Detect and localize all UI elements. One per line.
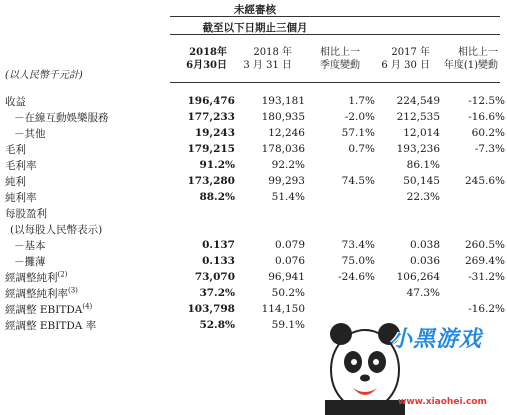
- yoy-change-cell: 260.5%: [464, 239, 505, 251]
- row-label: 純利率: [5, 191, 37, 204]
- column-header-2018q1: 2018 年 3 月 31 日: [243, 47, 292, 71]
- value-2017q2-cell: 0.038: [409, 239, 440, 251]
- value-2017q2-cell: 86.1%: [406, 159, 440, 171]
- watermark-logo-text: 小黑游戏: [390, 327, 483, 352]
- table-row: [0, 173, 507, 189]
- yoy-change-cell: 245.6%: [464, 175, 505, 187]
- row-label: 純利: [5, 175, 26, 188]
- yoy-change-cell: -12.5%: [468, 95, 505, 107]
- value-2018q2-cell: [175, 205, 235, 221]
- column-header-yoy-change: 相比上一 年度(1)變動: [443, 47, 498, 71]
- row-label: 每股盈利: [5, 207, 47, 220]
- row-label: －其他: [14, 127, 46, 140]
- value-2018q2-cell: 37.2%: [199, 287, 235, 299]
- yoy-change-cell: [440, 157, 507, 173]
- footnote-marker: (2): [57, 270, 68, 278]
- value-2018q1-cell: 180,935: [261, 111, 305, 123]
- watermark-url: www.xiaohei.com: [398, 397, 487, 407]
- value-2017q2-cell: 12,014: [403, 127, 440, 139]
- row-label: 經調整 EBITDA$^{(4)}$: [5, 302, 93, 316]
- yoy-change-cell: -16.2%: [468, 303, 505, 315]
- table-row: [0, 125, 507, 141]
- value-2018q1-cell: 92.2%: [271, 159, 305, 171]
- value-2017q2-cell: 0.036: [409, 255, 440, 267]
- value-2018q2-cell: 88.2%: [199, 191, 235, 203]
- qoq-change-cell: 1.7%: [348, 95, 375, 107]
- value-2017q2-cell: 50,145: [403, 175, 440, 187]
- financial-table: [0, 93, 507, 333]
- table-row: [0, 93, 507, 109]
- value-2017q2-cell: 106,264: [396, 271, 440, 283]
- row-label: －攤薄: [14, 255, 46, 268]
- value-2018q1-cell: 114,150: [261, 303, 305, 315]
- value-2018q2-cell: [175, 221, 235, 237]
- unit-note: (以人民幣千元計): [5, 70, 83, 81]
- yoy-change-cell: -7.3%: [474, 143, 505, 155]
- row-label: －基本: [14, 239, 46, 252]
- value-2018q2-cell: 177,233: [187, 111, 235, 123]
- yoy-change-cell: -31.2%: [468, 271, 505, 283]
- value-2018q1-cell: 178,036: [261, 143, 305, 155]
- value-2017q2-cell: 22.3%: [406, 191, 440, 203]
- table-row: [0, 237, 507, 253]
- value-2017q2-cell: 224,549: [396, 95, 440, 107]
- row-label: 經調整純利率$^{(3)}$: [5, 286, 78, 300]
- value-2018q1-cell: 51.4%: [271, 191, 305, 203]
- value-2018q2-cell: 52.8%: [199, 319, 235, 331]
- table-row: [0, 253, 507, 269]
- value-2018q2-cell: 0.133: [202, 255, 235, 267]
- qoq-change-cell: 0.7%: [348, 143, 375, 155]
- value-2017q2-cell: 47.3%: [406, 287, 440, 299]
- table-row: [0, 205, 507, 221]
- value-2018q1-cell: 193,181: [261, 95, 305, 107]
- value-2018q1-cell: 0.079: [274, 239, 305, 251]
- column-header-2017q2: 2017 年 6 月 30 日: [381, 47, 430, 71]
- row-label: －在線互動娛樂服務: [14, 111, 109, 124]
- value-2017q2-cell: 193,236: [396, 143, 440, 155]
- qoq-change-cell: [305, 189, 375, 205]
- value-2018q2-cell: 19,243: [194, 127, 235, 139]
- value-2018q2-cell: 0.137: [202, 239, 235, 251]
- table-row: [0, 157, 507, 173]
- value-2018q1-cell: [235, 205, 305, 221]
- column-header-2018q2: 2018年 6月30日: [186, 47, 227, 71]
- qoq-change-cell: 57.1%: [341, 127, 375, 139]
- value-2018q1-cell: 12,246: [268, 127, 305, 139]
- row-label: 收益: [5, 95, 26, 108]
- value-2018q2-cell: 91.2%: [199, 159, 235, 171]
- yoy-change-cell: -16.6%: [468, 111, 505, 123]
- table-row: [0, 269, 507, 285]
- yoy-change-cell: 60.2%: [471, 127, 505, 139]
- qoq-change-cell: 73.4%: [341, 239, 375, 251]
- value-2018q1-cell: 50.2%: [271, 287, 305, 299]
- column-header-rule: [170, 82, 500, 83]
- table-row: [0, 141, 507, 157]
- qoq-change-cell: 74.5%: [341, 175, 375, 187]
- column-header-qoq-change: 相比上一 季度變動: [320, 47, 360, 71]
- qoq-change-cell: [305, 285, 375, 301]
- qoq-change-cell: [305, 221, 375, 237]
- value-2018q2-cell: 196,476: [187, 95, 235, 107]
- row-label: 經調整 EBITDA 率: [5, 319, 97, 332]
- table-row: [0, 109, 507, 125]
- value-2017q2-cell: [375, 205, 440, 221]
- table-title: 未經審核: [234, 4, 276, 16]
- footnote-marker: (4): [82, 302, 93, 310]
- period-heading: 截至以下日期止三個月: [202, 22, 308, 34]
- yoy-change-cell: [440, 285, 507, 301]
- yoy-change-cell: [440, 205, 507, 221]
- header-rule: [170, 16, 500, 17]
- footnote-marker: (3): [68, 286, 78, 294]
- qoq-change-cell: [305, 205, 375, 221]
- row-label: (以每股人民幣表示): [10, 223, 103, 236]
- value-2017q2-cell: [375, 221, 440, 237]
- value-2018q1-cell: 99,293: [268, 175, 305, 187]
- value-2018q2-cell: 179,215: [187, 143, 235, 155]
- table-row: [0, 285, 507, 301]
- row-label: 毛利: [5, 143, 26, 156]
- qoq-change-cell: -2.0%: [344, 111, 375, 123]
- table-row: [0, 221, 507, 237]
- qoq-change-cell: [305, 157, 375, 173]
- value-2017q2-cell: 212,535: [396, 111, 440, 123]
- value-2018q1-cell: 96,941: [268, 271, 305, 283]
- value-2018q1-cell: 59.1%: [271, 319, 305, 331]
- qoq-change-cell: -24.6%: [338, 271, 375, 283]
- value-2018q2-cell: 73,070: [194, 271, 235, 283]
- value-2018q1-cell: [235, 221, 305, 237]
- yoy-change-cell: 269.4%: [464, 255, 505, 267]
- table-row: [0, 189, 507, 205]
- yoy-change-cell: [440, 221, 507, 237]
- row-label: 經調整純利$^{(2)}$: [5, 270, 68, 284]
- value-2018q1-cell: 0.076: [274, 255, 305, 267]
- header-rule: [170, 34, 500, 35]
- value-2018q2-cell: 103,798: [187, 303, 235, 315]
- qoq-change-cell: 75.0%: [341, 255, 375, 267]
- yoy-change-cell: [440, 189, 507, 205]
- value-2018q2-cell: 173,280: [187, 175, 235, 187]
- row-label: 毛利率: [5, 159, 37, 172]
